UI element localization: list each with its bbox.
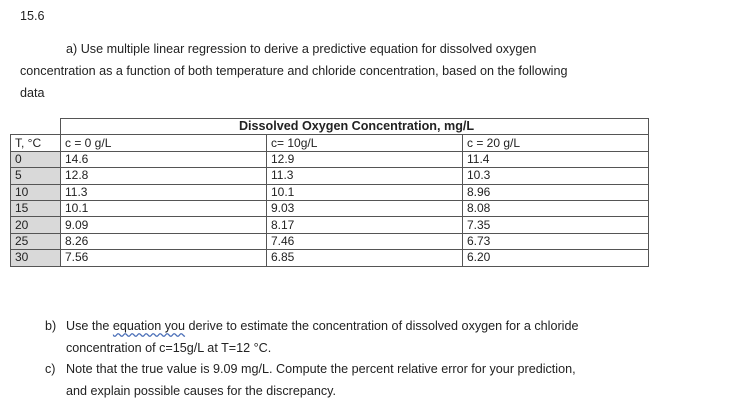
table-row [11,217,649,233]
table-row [11,168,649,184]
part-a-text-line3: data [20,86,45,100]
table-row [11,184,649,200]
table-corner-blank [11,119,61,135]
part-c-text-line2: and explain possible causes for the discrepancy. [66,384,336,398]
part-c-text-line1: Note that the true value is 9.09 mg/L. Compute the percent relative error for your prediction, [66,362,576,376]
table-row [11,200,649,216]
dissolved-oxygen-table [10,118,648,267]
cell-c20: 11.4 [463,151,649,167]
cell-c20: 7.35 [463,217,649,233]
problem-number: 15.6 [20,9,45,23]
cell-c0: 7.56 [61,250,267,266]
cell-temperature: 15 [11,200,61,216]
part-b-text-line1 [66,319,578,333]
cell-c10: 11.3 [267,168,463,184]
part-b-underlined-phrase: equation you [112,319,186,333]
cell-c10: 6.85 [267,250,463,266]
cell-c20: 6.73 [463,233,649,249]
cell-temperature: 0 [11,151,61,167]
cell-temperature: 5 [11,168,61,184]
cell-c0: 8.26 [61,233,267,249]
header-c0: c = 0 g/L [61,135,267,151]
cell-c20: 10.3 [463,168,649,184]
cell-c10: 7.46 [267,233,463,249]
cell-temperature: 30 [11,250,61,266]
part-a-text-line1: a) Use multiple linear regression to derive a predictive equation for dissolved oxygen [66,42,537,56]
cell-c0: 10.1 [61,200,267,216]
cell-c10: 8.17 [267,217,463,233]
table-row [11,250,649,266]
cell-c10: 9.03 [267,200,463,216]
part-c-label: c) [45,362,56,376]
cell-c20: 6.20 [463,250,649,266]
cell-c20: 8.96 [463,184,649,200]
cell-c0: 11.3 [61,184,267,200]
part-a-text-line2: concentration as a function of both temperature and chloride concentration, based on the following [20,64,568,78]
cell-temperature: 25 [11,233,61,249]
header-temperature: T, °C [11,135,61,151]
table-title: Dissolved Oxygen Concentration, mg/L [61,119,649,135]
cell-c10: 12.9 [267,151,463,167]
cell-temperature: 20 [11,217,61,233]
part-b-text-pre: Use the [66,319,113,333]
part-b-label: b) [45,319,57,333]
table-row [11,151,649,167]
cell-c10: 10.1 [267,184,463,200]
header-c10: c= 10g/L [267,135,463,151]
cell-temperature: 10 [11,184,61,200]
cell-c20: 8.08 [463,200,649,216]
part-b-text-post: derive to estimate the concentration of dissolved oxygen for a chloride [185,319,579,333]
part-b-text-line2: concentration of c=15g/L at T=12 °C. [66,341,272,355]
header-c20: c = 20 g/L [463,135,649,151]
table-row [11,233,649,249]
cell-c0: 12.8 [61,168,267,184]
cell-c0: 9.09 [61,217,267,233]
cell-c0: 14.6 [61,151,267,167]
